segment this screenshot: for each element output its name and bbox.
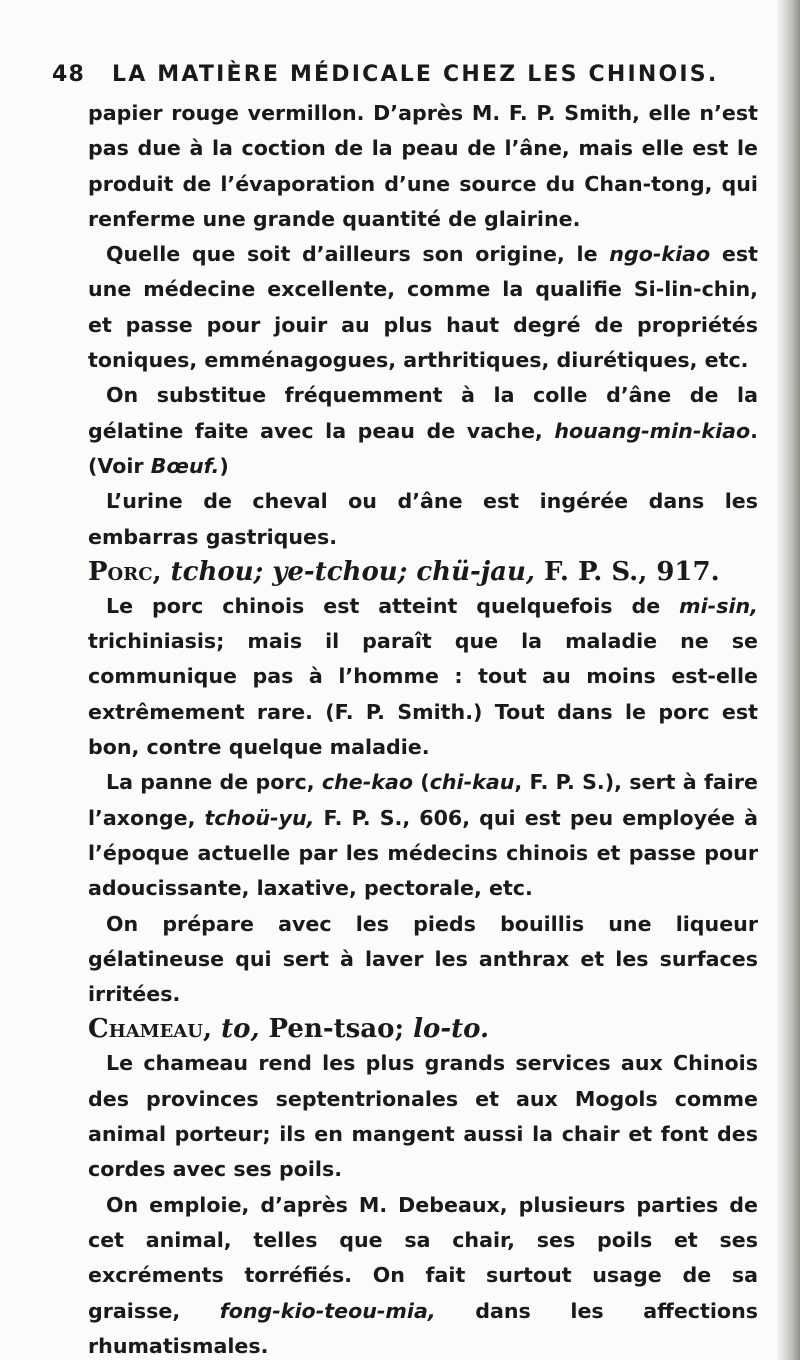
crossref-boeuf: Bœuf.	[150, 453, 220, 478]
paragraph-2	[88, 237, 758, 378]
term-tchou-yu: tchoü-yu,	[204, 805, 315, 830]
paragraph-1-text: papier rouge vermillon. D’après M. F. P. Smith, elle n’est pas due à la coction de la peau de l’âne, mais elle est le produit de l’évaporation d’une source du Chan-tong, qui renferme une grande quantité de glairine.	[88, 101, 758, 231]
heading-chameau-label: Chameau	[88, 1014, 203, 1045]
paragraph-6	[88, 765, 758, 906]
body-text	[88, 96, 758, 1364]
term-chi-kau: chi-kau	[429, 770, 515, 795]
paragraph-4-text: L’urine de cheval ou d’âne est ingérée dans les embarras gastriques.	[88, 489, 758, 549]
term-fong-kio-teou-mia: fong-kio-teou-mia,	[219, 1298, 436, 1323]
running-title: LA MATIÈRE MÉDICALE CHEZ LES CHINOIS.	[112, 62, 719, 87]
term-che-kao: che-kao	[321, 770, 413, 795]
page-edge-shadow	[778, 0, 800, 1360]
term-mi-sin: mi-sin,	[679, 593, 758, 618]
heading-chameau-name: to,	[221, 1014, 260, 1045]
heading-chameau-source: Pen-tsao;	[259, 1014, 414, 1045]
paragraph-8	[88, 1046, 758, 1187]
paragraph-1	[88, 96, 758, 237]
heading-porc-label: Porc	[88, 556, 153, 587]
paragraph-3-text-a: On substitue fréquemment à la colle d’âne de la gélatine faite avec la peau de vache,	[88, 383, 758, 443]
paragraph-6-text-b: (	[412, 770, 430, 795]
heading-porc-sep: ,	[152, 556, 171, 587]
running-header	[52, 58, 752, 92]
heading-chameau-name-2: lo-to.	[413, 1014, 490, 1045]
heading-porc-names: tchou; ye-tchou; chü-jau,	[170, 556, 535, 587]
paragraph-9-text-a: On emploie, d’après M. Debeaux, plusieurs parties de cet animal, telles que sa chair, ses poils et ses excréments torréfiés. On fait surtout usage de sa graisse,	[88, 1192, 758, 1323]
paragraph-7-text: On prépare avec les pieds bouillis une liqueur gélatineuse qui sert à laver les anthrax et les surfaces irritées.	[88, 911, 758, 1007]
paragraph-3-text-c: )	[219, 453, 229, 478]
paragraph-6-text-a: La panne de porc,	[106, 770, 322, 795]
paragraph-4	[88, 484, 758, 555]
paragraph-9	[88, 1188, 758, 1364]
page-number: 48	[52, 62, 86, 87]
term-ngo-kiao: ngo-kiao	[609, 242, 711, 267]
paragraph-6-text-c: , F. P. S.), sert à faire l’axonge,	[88, 770, 758, 830]
entry-heading-porc	[88, 555, 758, 589]
paragraph-2-text-b: est une médecine excellente, comme la qualifie Si-lin-chin, et passe pour jouir au plus haut degré de propriétés toniques, emménagogues, arthritiques, diurétiques, etc.	[88, 242, 758, 373]
paragraph-5-text-b: trichiniasis; mais il paraît que la maladie ne se communique pas à l’homme : tout au moins est-elle extrêmement rare. (F. P. Smith.) Tout dans le porc est bon, contre quelque maladie.	[88, 629, 758, 760]
paragraph-3-text-b: . (Voir	[88, 418, 758, 478]
paragraph-3	[88, 378, 758, 484]
paragraph-2-text-a: Quelle que soit d’ailleurs son origine, le	[106, 242, 610, 267]
term-houang-min-kiao: houang-min-kiao	[554, 418, 751, 443]
paragraph-7	[88, 907, 758, 1013]
paragraph-5-text-a: Le porc chinois est atteint quelquefois de	[106, 593, 680, 618]
paragraph-8-text: Le chameau rend les plus grands services aux Chinois des provinces septentrionales et aux Mogols comme animal porteur; ils en mangent aussi la chair et font des cordes avec ses poils.	[88, 1051, 758, 1182]
paragraph-9-text-b: dans les affections rhumatismales.	[88, 1298, 758, 1358]
paragraph-5	[88, 589, 758, 765]
heading-chameau-sep: ,	[202, 1014, 222, 1045]
heading-porc-ref: F. P. S., 917.	[534, 556, 720, 587]
paragraph-6-text-d: F. P. S., 606, qui est peu employée à l’époque actuelle par les médecins chinois et passe pour adoucissante, laxative, pectorale, etc.	[88, 805, 758, 901]
entry-heading-chameau	[88, 1012, 758, 1046]
